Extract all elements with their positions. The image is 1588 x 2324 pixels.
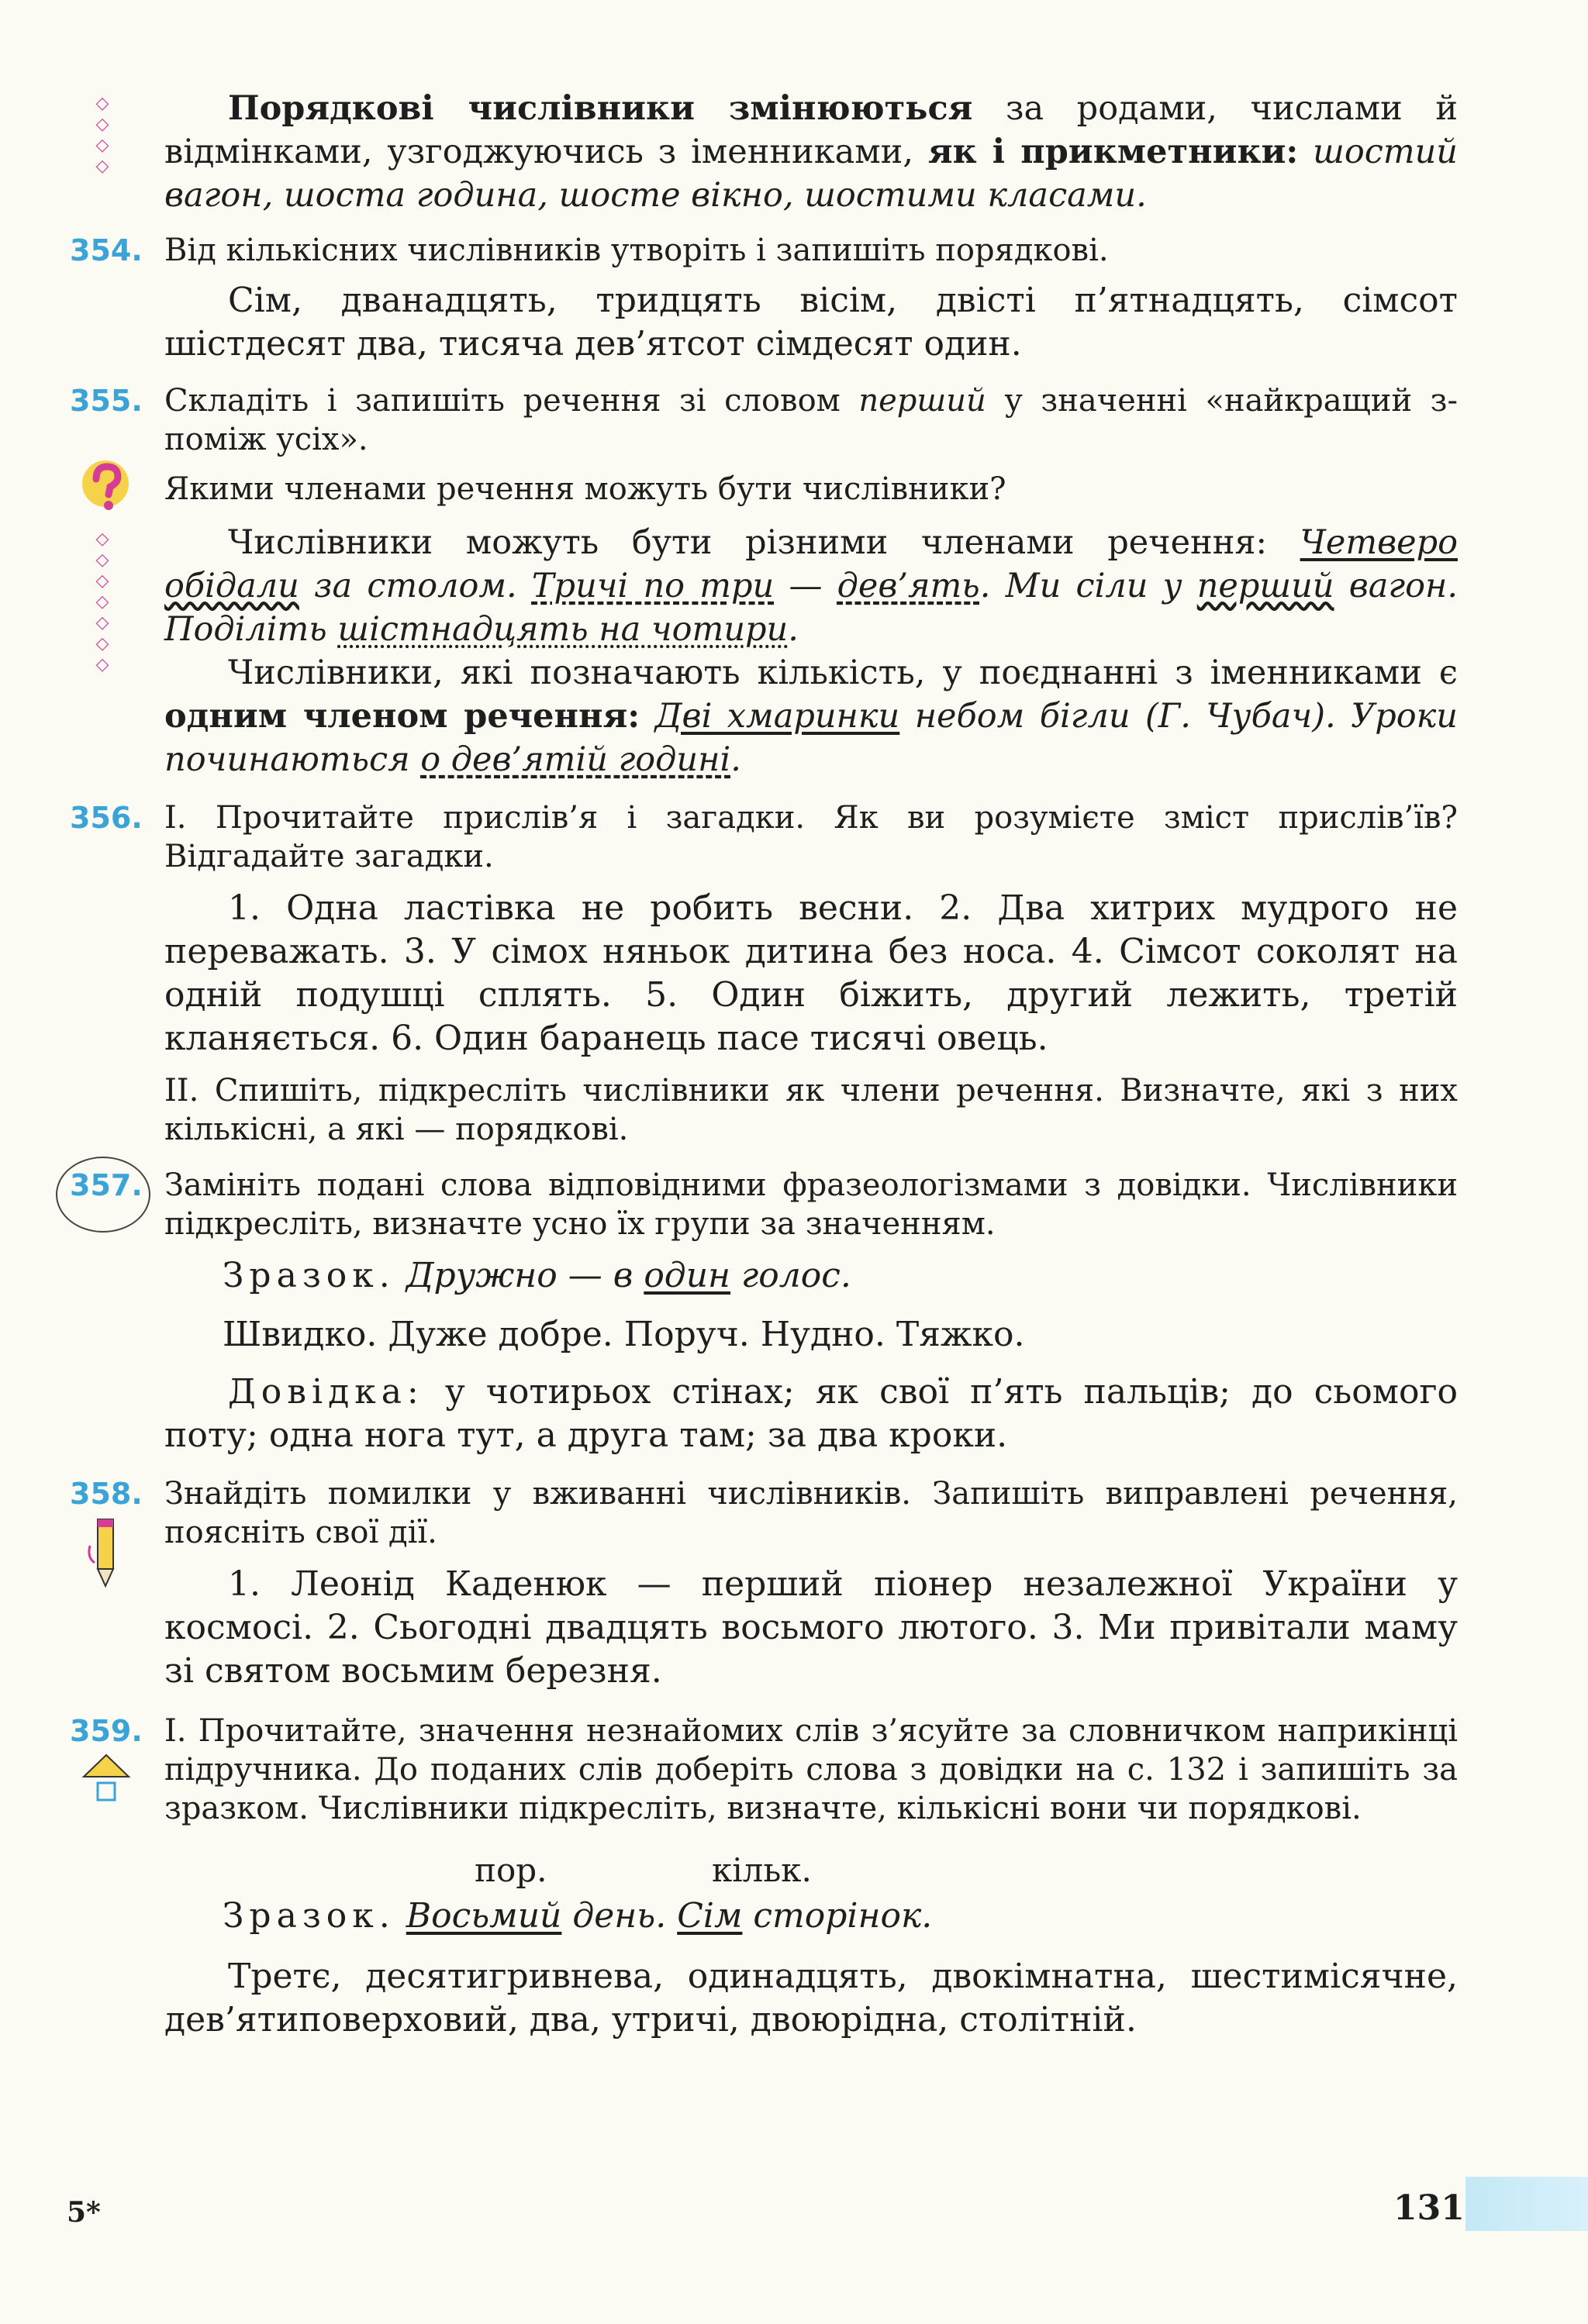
example-word: Четверо (1300, 523, 1458, 562)
exercise-number: 357. (70, 1168, 143, 1202)
exercise-357 (70, 1166, 1458, 1457)
exercise-number: 359. (70, 1714, 143, 1748)
rule-ordinal-numerals (95, 87, 1459, 217)
sample-text: голос. (730, 1256, 851, 1295)
rule-marker-icon: ◇ ◇ ◇ ◇ (95, 94, 109, 176)
example-text: . Ми сіли у (979, 567, 1197, 605)
signature-mark: 5* (67, 2196, 101, 2229)
exercise-359 (70, 1712, 1458, 2042)
sample-label: Зразок. (223, 1896, 395, 1936)
example-word: Тричі по три (531, 567, 775, 605)
pencil-icon (84, 1515, 127, 1589)
example-text: за столом. (299, 567, 532, 605)
rule-text: Числівники, які позначають кількість, у поєднанні з іменниками є (228, 653, 1458, 692)
exercise-task: Складіть і запишіть речення зі словом (164, 383, 859, 419)
rule-bold: Порядкові числівники змінюються (228, 89, 973, 128)
example-word: перший (1196, 567, 1334, 605)
exercise-356 (70, 798, 1458, 1149)
exercise-number: 358. (70, 1477, 143, 1511)
sample-text: сторінок. (742, 1896, 933, 1936)
example-word: о дев’ятій годині (420, 740, 731, 779)
exercise-task: Замініть подані слова відповідними фразеологізмами з довідки. Числівники підкресліть, визначте усно їх групи за значенням. (164, 1167, 1458, 1242)
rule-numerals-as-parts (95, 521, 1459, 781)
exercise-number: 356. (70, 801, 143, 835)
rule-marker-icon: ◇ ◇ ◇ ◇ ◇ ◇ ◇ (95, 529, 109, 674)
sample-annotations (164, 1851, 1458, 1893)
home-icon (79, 1749, 133, 1811)
sample-text: Дружно — в (395, 1256, 644, 1295)
rule-bold: одним членом речення: (164, 697, 640, 736)
reference-text: у чотирьох стінах; як свої п’ять пальців; до сьомого поту; одна нога тут, а друга там; за два кроки. (164, 1372, 1458, 1455)
example-text: . (730, 740, 741, 779)
label-ordinal: пор. (475, 1851, 547, 1889)
exercise-body: 1. Леонід Каденюк — перший піонер незалежної України у космосі. 2. Сьогодні двадцять восьмого лютого. 3. Ми привітали маму зі святом восьмим березня. (164, 1564, 1458, 1691)
question-icon (79, 457, 135, 518)
exercise-task-end: у значенні «найкращий з-поміж усіх». (164, 383, 1459, 457)
exercise-task: Знайдіть помилки у вживанні числівників. Запишіть виправлені речення, поясніть свої дії. (164, 1476, 1458, 1550)
sample-word: Сім (677, 1896, 743, 1936)
exercise-354 (70, 231, 1458, 366)
example-text: . (788, 610, 799, 649)
question-block (164, 470, 1458, 509)
example-word: дев’ять (837, 567, 980, 605)
exercise-task-word: перший (858, 383, 986, 419)
example-word: Дві хмаринки (654, 697, 900, 736)
sample-word: один (644, 1256, 731, 1295)
exercise-358 (70, 1474, 1458, 1693)
label-cardinal: кільк. (712, 1851, 812, 1889)
example-text: — (774, 567, 837, 605)
example-text: небом бігли (Г. Чубач). Уроки починаються (164, 697, 1459, 779)
example-text (640, 697, 654, 736)
exercise-number: 355. (70, 384, 143, 418)
rule-bold-2: як і прикметники: (927, 133, 1299, 171)
example-word: шістнадцять на чотири (337, 610, 789, 649)
exercise-task: I. Прочитайте прислів’я і загадки. Як ви розумієте зміст прислів’їв? Відгадайте загадки. (164, 800, 1458, 874)
sample-label: Зразок. (223, 1256, 395, 1295)
example-word: обідали (164, 567, 299, 605)
exercise-number: 354. (70, 233, 143, 267)
question-text: Якими членами речення можуть бути числівники? (164, 471, 1006, 507)
page-number: 131 (1393, 2188, 1465, 2228)
exercise-body: 1. Одна ластівка не робить весни. 2. Два хитрих мудрого не переважать. 3. У сімох няньок дитина без носа. 4. Сімсот соколят на одній подушці сплять. 5. Один біжить, другий лежить, третій кланяється. 6. Один баранець пасе тисячі овець. (164, 888, 1458, 1058)
exercise-task: Від кількісних числівників утворіть і запишіть порядкові. (164, 233, 1109, 268)
exercise-355 (70, 381, 1459, 459)
reference-label: Довідка: (228, 1372, 424, 1412)
exercise-task: I. Прочитайте, значення незнайомих слів з’ясуйте за словничком наприкінці підручника. До поданих слів доберіть слова з довідки на с. 132 і запишіть за зразком. Числівники підкресліть, визначте, кількісні вони чи порядкові. (164, 1713, 1458, 1826)
rule-examples: шостий вагон, шоста година, шосте вікно, шостими класами. (164, 133, 1459, 215)
exercise-words: Швидко. Дуже добре. Поруч. Нудно. Тяжко. (223, 1315, 1025, 1354)
page-content (70, 87, 1459, 2042)
exercise-body: Третє, десятигривнева, одинадцять, двокімнатна, шестимісячне, дев’ятиповерховий, два, утричі, двоюрідна, столітній. (164, 1957, 1458, 2040)
example-text: вагон. Поділіть (164, 567, 1458, 649)
rule-text: за родами, числами й відмінками, узгоджуючись з іменниками, (164, 89, 1459, 171)
exercise-task-2: II. Спишіть, підкресліть числівники як члени речення. Визначте, які з них кількісні, а які — порядкові. (164, 1073, 1458, 1147)
rule-text: Числівники можуть бути різними членами речення: (228, 523, 1300, 562)
exercise-body: Сім, дванадцять, тридцять вісім, двісті п’ятнадцять, сімсот шістдесят два, тисяча дев’ятсот сімдесят один. (164, 281, 1458, 364)
sample-text: день. (561, 1896, 678, 1936)
page-tab-decoration (1465, 2177, 1588, 2231)
sample-word: Восьмий (406, 1896, 562, 1936)
